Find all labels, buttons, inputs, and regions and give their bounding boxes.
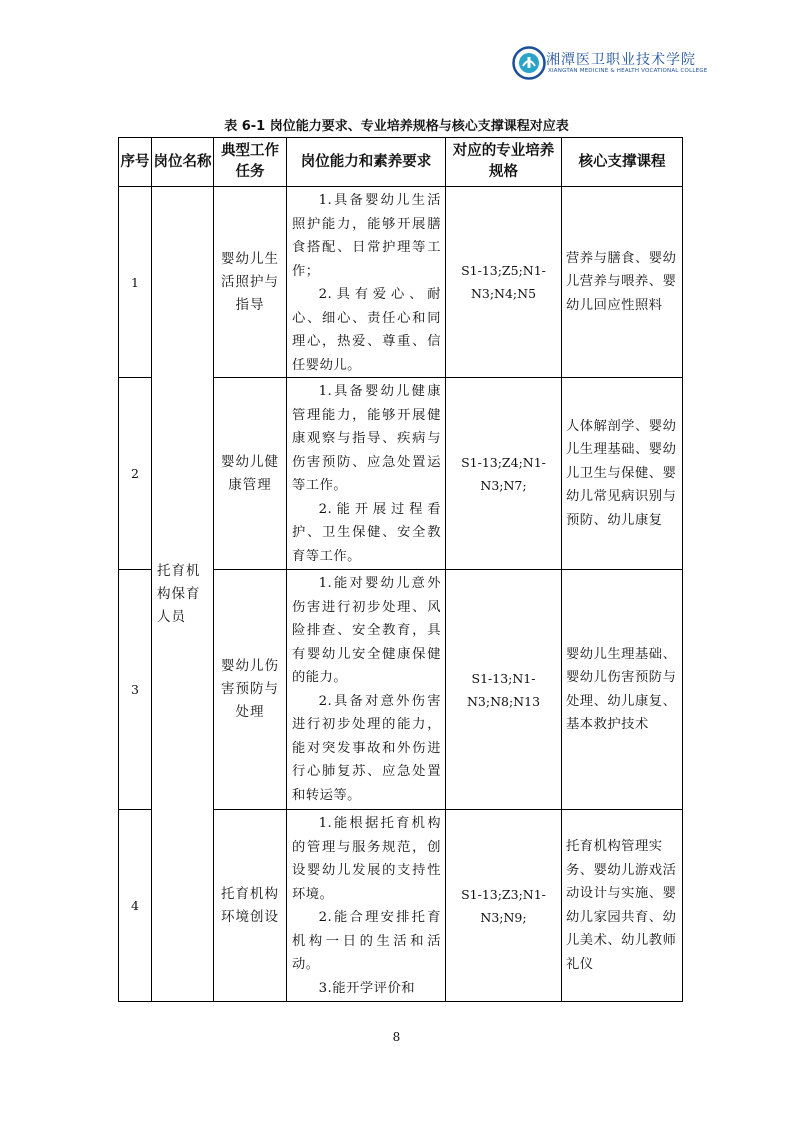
row-requirements: [287, 378, 446, 570]
header-course: 核心支撑课程: [562, 138, 683, 187]
table-caption: 表 6-1 岗位能力要求、专业培养规格与核心支撑课程对应表: [224, 119, 569, 134]
row-no: 2: [119, 378, 152, 570]
row-no: 4: [119, 810, 152, 1002]
row-course: 营养与膳食、婴幼儿营养与喂养、婴幼儿回应性照料: [562, 187, 683, 378]
table-header-row: [119, 138, 683, 187]
competency-table: [118, 137, 683, 1002]
header-req: 岗位能力和素养要求: [287, 138, 446, 187]
college-name-cn: 湘潭医卫职业技术学院: [546, 52, 696, 68]
row-task: 托育机构环境创设: [214, 810, 287, 1002]
post-name: 托育机构保育人员: [152, 187, 214, 1002]
row-no: 1: [119, 187, 152, 378]
header-no: 序号: [119, 138, 152, 187]
header-task: 典型工作任务: [214, 138, 287, 187]
college-name-en: XIANGTAN MEDICINE & HEALTH VOCATIONAL COLLEGE: [548, 68, 708, 74]
header-post: 岗位名称: [152, 138, 214, 187]
requirement-item: 1.能根据托育机构的管理与服务规范，创设婴幼儿发展的支持性环境。: [292, 816, 441, 902]
row-task: 婴幼儿健康管理: [214, 378, 287, 570]
requirement-item: 2.能开展过程看护、卫生保健、安全教育等工作。: [292, 501, 441, 564]
requirement-item: 3.能开学评价和: [318, 980, 416, 996]
requirement-item: 2.具有爱心、耐心、细心、责任心和同理心，热爱、尊重、信任婴幼儿。: [292, 287, 441, 373]
row-spec: S1-13;Z3;N1-N3;N9;: [446, 810, 562, 1002]
requirement-item: 2.具备对意外伤害进行初步处理的能力，能对突发事故和外伤进行心肺复苏、应急处置和转运等。: [292, 693, 441, 803]
header-spec: 对应的专业培养规格: [446, 138, 562, 187]
row-course: 人体解剖学、婴幼儿生理基础、婴幼儿卫生与保健、婴幼儿常见病识别与预防、幼儿康复: [562, 378, 683, 570]
row-task: 婴幼儿伤害预防与处理: [214, 570, 287, 810]
table-row: [119, 187, 683, 378]
row-task: 婴幼儿生活照护与指导: [214, 187, 287, 378]
requirement-item: 2.能合理安排托育机构一日的生活和活动。: [292, 910, 441, 972]
requirement-item: 1.能对婴幼儿意外伤害进行初步处理、风险排查、安全教育，具有婴幼儿安全健康保健的能力。: [292, 576, 441, 685]
row-requirements: [287, 187, 446, 378]
requirement-item: 1.具备婴幼儿健康管理能力，能够开展健康观察与指导、疾病与伤害预防、应急处置运等工作。: [292, 384, 441, 493]
row-no: 3: [119, 570, 152, 810]
row-course: 婴幼儿生理基础、婴幼儿伤害预防与处理、幼儿康复、基本救护技术: [562, 570, 683, 810]
college-emblem-icon: [512, 46, 546, 80]
row-requirements: [287, 810, 446, 1002]
row-spec: S1-13;Z5;N1-N3;N4;N5: [446, 187, 562, 378]
row-spec: S1-13;Z4;N1-N3;N7;: [446, 378, 562, 570]
row-requirements: [287, 570, 446, 810]
requirement-item: 1.具备婴幼儿生活照护能力，能够开展膳食搭配、日常护理等工作；: [292, 193, 441, 279]
row-course: 托育机构管理实务、婴幼儿游戏活动设计与实施、婴幼儿家园共育、幼儿美术、幼儿教师礼仪: [562, 810, 683, 1002]
row-spec: S1-13;N1-N3;N8;N13: [446, 570, 562, 810]
page-number: 8: [392, 1030, 401, 1044]
